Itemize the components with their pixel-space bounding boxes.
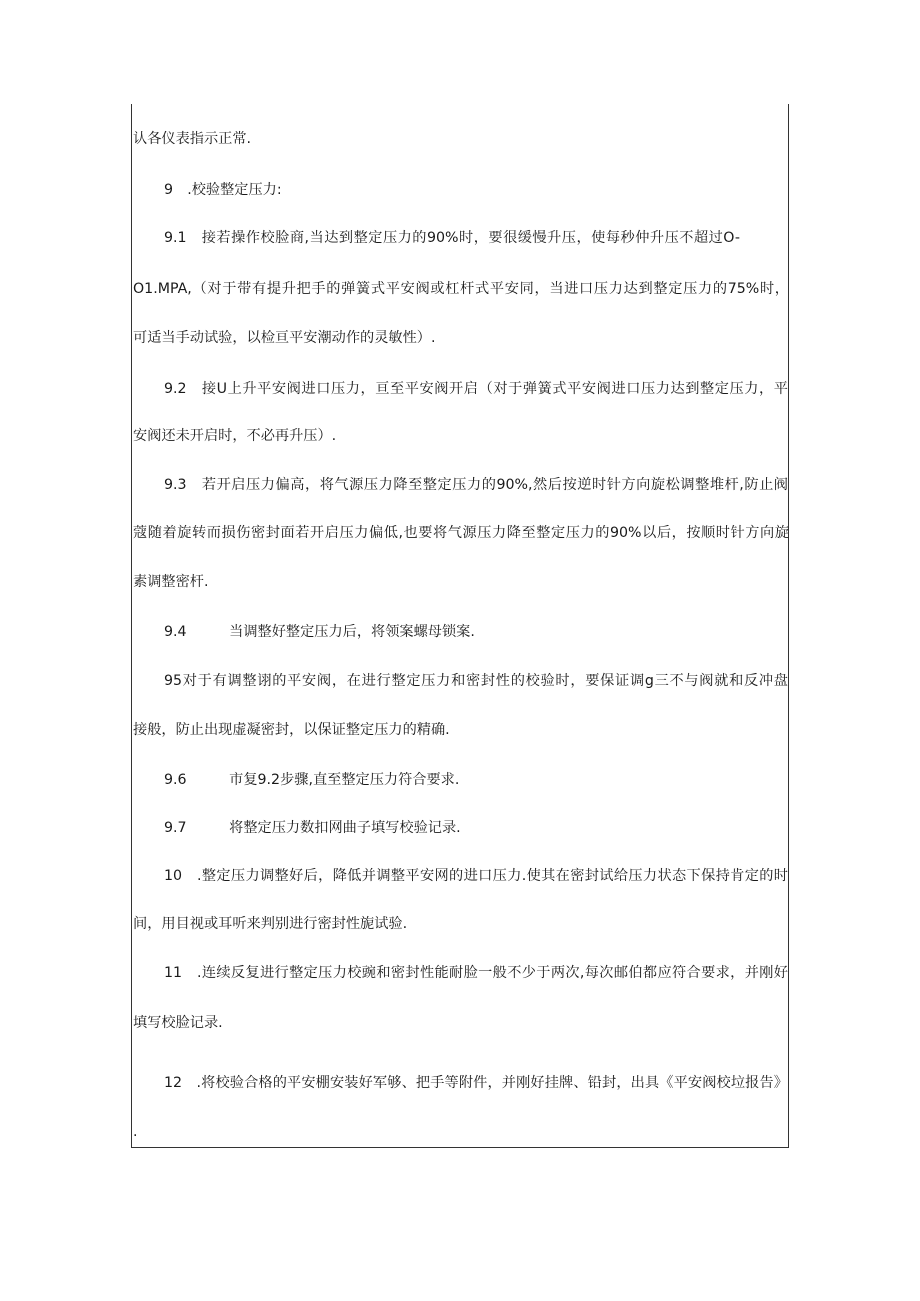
section-12-line-2: . bbox=[133, 1124, 138, 1140]
item-9-3-line-2: 蔻随着旋转而损伤密封面若开启压力偏低,也要将气源压力降至整定压力的90%以后，按顺时针方向旋 bbox=[133, 525, 789, 541]
item-9-5-line-2: 接般，防止出现虚凝密封，以保证整定压力的精确. bbox=[133, 722, 450, 738]
item-9-1-line-1: 9.1 接若操作校脸商,当达到整定压力的90%时，要很缓慢升压，使每秒仲升压不超过O- bbox=[164, 230, 740, 246]
item-9-2-line-1: 9.2 接U上升平安阀进口压力，亘至平安阀开启（对于弹簧式平安阀进口压力达到整定压力，平 bbox=[164, 381, 788, 397]
item-9-5-line-1: 95对于有调整诩的平安阀，在进行整定压力和密封性的校验时，要保证调g三不与阀就和反冲盘 bbox=[164, 673, 788, 689]
item-9-1-line-2: O1.MPA,（对于带有提升把手的弹簧式平安阀或杠杆式平安同，当进口压力达到整定压力的75%时， bbox=[133, 281, 789, 297]
item-9-7: 9.7 将整定压力数扣网曲子填写校验记录. bbox=[164, 820, 461, 836]
item-9-1-line-3: 可适当手动试验，以检亘平安潮动作的灵敏性）. bbox=[133, 330, 436, 346]
section-10-line-1: 10 .整定压力调整好后，降低并调整平安网的进口压力.使其在密封试给压力状态下保持肯定的时 bbox=[164, 868, 788, 884]
section-heading-9: 9 .校验整定压力: bbox=[164, 182, 282, 198]
item-9-3-line-3: 素调整密杆. bbox=[133, 574, 209, 590]
section-12-line-1: 12 .将校验合格的平安棚安装好军够、把手等附件，并刚好挂牌、铅封，出具《平安阀校垃报告》 bbox=[164, 1075, 788, 1091]
section-11-line-1: 11 .连续反复进行整定压力校豌和密封性能耐脸一般不少于两次,每次邮伯都应符合要求，并刚好 bbox=[164, 965, 788, 981]
item-9-4: 9.4 当调整好整定压力后，将领案螺母锁案. bbox=[164, 624, 475, 640]
section-10-line-2: 间，用目视或耳听来判别进行密封性旎试验. bbox=[133, 916, 408, 932]
item-9-3-line-1: 9.3 若开启压力偏高，将气源压力降至整定压力的90%,然后按逆时针方向旋松调整堆杆,防止阀 bbox=[164, 477, 788, 493]
section-11-line-2: 填写校脸记录. bbox=[133, 1015, 223, 1031]
item-9-6: 9.6 市复9.2步骤,直至整定压力符合要求. bbox=[164, 772, 460, 788]
item-9-2-line-2: 安阀还未开启时，不必再升压）. bbox=[133, 428, 337, 444]
text-line: 认各仪表指示正常. bbox=[133, 131, 252, 147]
